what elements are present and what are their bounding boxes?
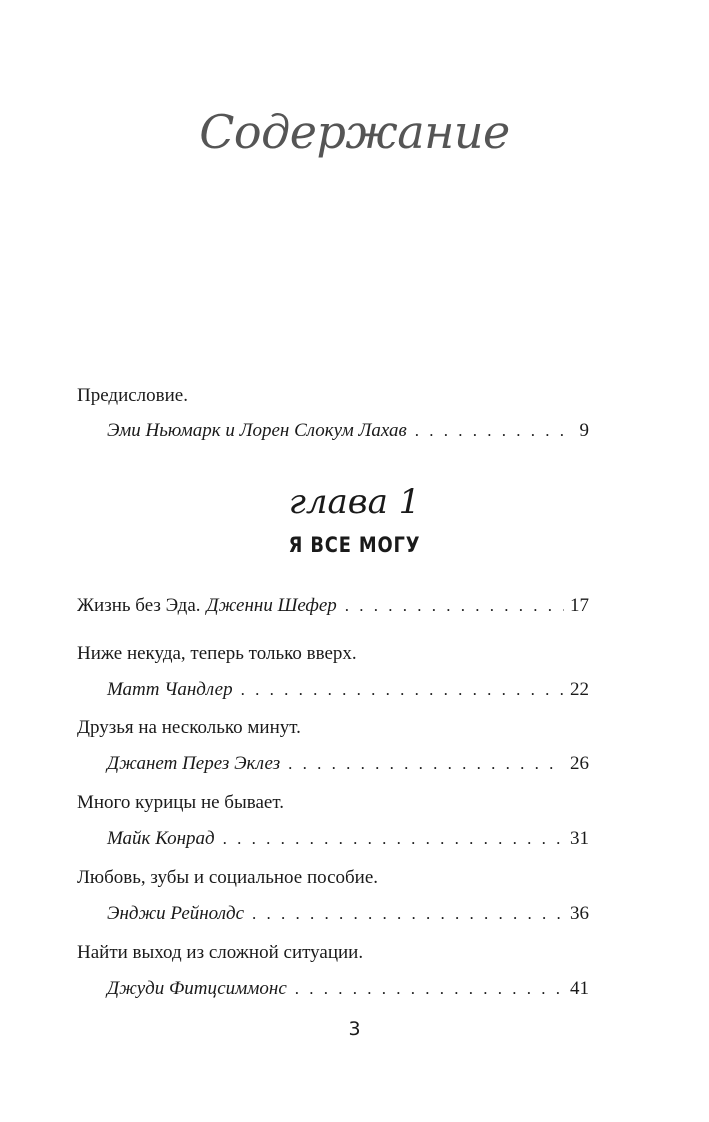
toc-entry[interactable]: [77, 717, 589, 775]
page-title: Содержание: [199, 105, 510, 159]
chapter-label: глава 1: [288, 482, 421, 522]
dot-leader: [345, 595, 564, 617]
dot-leader: [288, 753, 564, 775]
toc-entry-page-number: 9: [579, 420, 589, 441]
toc-entry-page-number: 22: [570, 679, 589, 700]
dot-leader: [223, 828, 564, 850]
toc-entry-title: Найти выход из сложной ситуации.: [77, 942, 364, 963]
toc-entry[interactable]: [77, 643, 589, 701]
toc-entry-author: Джуди Фитцсиммонс: [107, 978, 287, 999]
toc-entry-title: Ниже некуда, теперь только вверх.: [77, 643, 357, 664]
toc-entry-author: Дженни Шефер: [206, 595, 337, 616]
toc-entry-title: Любовь, зубы и социальное пособие.: [77, 867, 379, 888]
toc-entry-title: Друзья на несколько минут.: [77, 717, 301, 738]
dot-leader: [252, 903, 564, 925]
chapter-title: Я ВСЕ МОГУ: [288, 533, 421, 557]
toc-entry-title: Предисловие.: [77, 385, 188, 406]
toc-entry[interactable]: [77, 792, 589, 850]
toc-entry-page-number: 36: [570, 903, 589, 924]
dot-leader: [295, 978, 564, 1000]
toc-entry-author: Эми Ньюмарк и Лорен Слокум Лахав: [107, 420, 407, 441]
toc-entry[interactable]: [77, 595, 589, 617]
toc-entry[interactable]: [77, 867, 589, 925]
toc-entry-page-number: 17: [570, 595, 589, 616]
dot-leader: [415, 420, 574, 442]
toc-entry[interactable]: [77, 942, 589, 1000]
toc-entry-page-number: 31: [570, 828, 589, 849]
toc-entry-page-number: 26: [570, 753, 589, 774]
toc-entry-author: Джанет Перез Эклез: [107, 753, 281, 774]
page-number: 3: [348, 1018, 361, 1040]
toc-entry-author: Майк Конрад: [107, 828, 215, 849]
toc-entry-author: Матт Чандлер: [107, 679, 233, 700]
toc-entry-title: Жизнь без Эда.: [77, 595, 201, 616]
toc-entry-preface[interactable]: [77, 385, 589, 442]
dot-leader: [241, 679, 564, 701]
toc-entry-title: Много курицы не бывает.: [77, 792, 284, 813]
toc-entry-author: Энджи Рейнолдс: [107, 903, 245, 924]
toc-entry-page-number: 41: [570, 978, 589, 999]
